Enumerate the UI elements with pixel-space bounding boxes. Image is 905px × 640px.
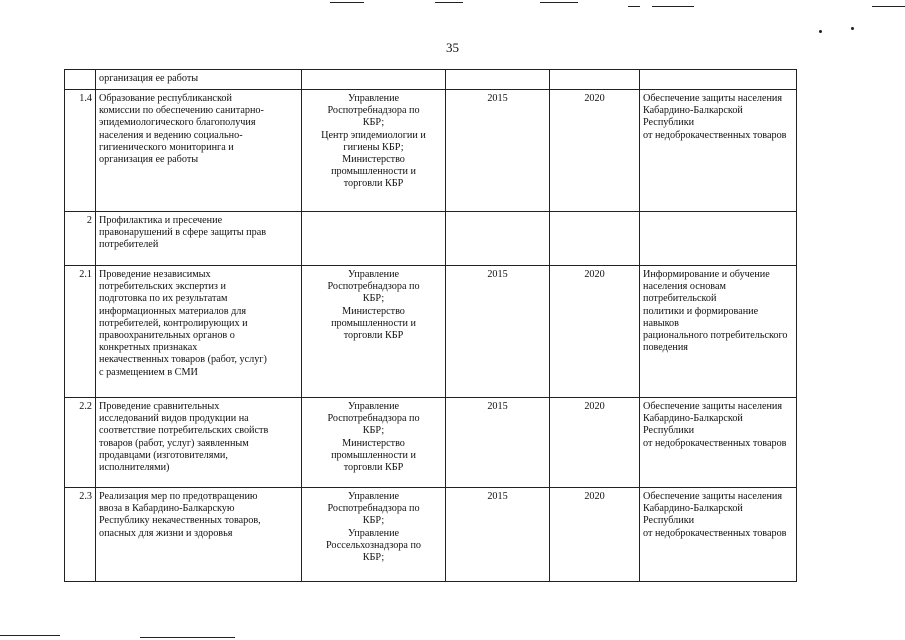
result-cell [640, 70, 797, 90]
end-year-cell: 2020 [550, 398, 640, 488]
start-year-cell: 2015 [446, 266, 550, 398]
end-year-cell: 2020 [550, 488, 640, 582]
row-number: 2.3 [65, 488, 96, 582]
scan-artifact-line [872, 6, 905, 7]
scan-artifact-line [330, 2, 364, 3]
event-cell: Образование республиканской комиссии по обеспечению санитарно- эпидемиологического благополучия населения и ведению социально- гигиенического мониторинга и организация ее работы [96, 90, 302, 212]
end-year-cell [550, 212, 640, 266]
table-row [65, 90, 797, 212]
start-year-cell [446, 212, 550, 266]
executor-cell [302, 70, 446, 90]
row-number: 2 [65, 212, 96, 266]
end-year-cell [550, 70, 640, 90]
executor-cell: Управление Роспотребнадзора по КБР; Министерство промышленности и торговли КБР [302, 398, 446, 488]
row-number: 2.1 [65, 266, 96, 398]
start-year-cell: 2015 [446, 90, 550, 212]
scan-artifact-line [435, 2, 463, 3]
scan-artifact-line [652, 6, 694, 7]
start-year-cell: 2015 [446, 398, 550, 488]
event-cell: Профилактика и пресечение правонарушений в сфере защиты прав потребителей [96, 212, 302, 266]
executor-cell: Управление Роспотребнадзора по КБР; Министерство промышленности и торговли КБР [302, 266, 446, 398]
result-cell: Обеспечение защиты населения Кабардино-Балкарской Республики от недоброкачественных товаров [640, 90, 797, 212]
end-year-cell: 2020 [550, 266, 640, 398]
scan-artifact-dot [819, 30, 822, 33]
executor-cell: Управление Роспотребнадзора по КБР; Центр эпидемиологии и гигиены КБР; Министерство промышленности и торговли КБР [302, 90, 446, 212]
scan-artifact-line [540, 2, 578, 3]
row-number [65, 70, 96, 90]
scan-artifact-dot [851, 27, 854, 30]
table-row [65, 70, 797, 90]
table-row [65, 266, 797, 398]
executor-cell: Управление Роспотребнадзора по КБР; Управление Россельхознадзора по КБР; [302, 488, 446, 582]
row-number: 1.4 [65, 90, 96, 212]
table-row [65, 212, 797, 266]
scan-artifact-line [140, 637, 235, 638]
event-cell: организация ее работы [96, 70, 302, 90]
event-cell: Проведение независимых потребительских экспертиз и подготовка по их результатам информационных материалов для потребителей, контролирующих и правоохранительных органов о конкретных признаках некачественных товаров (работ, услуг) с размещением в СМИ [96, 266, 302, 398]
table-row [65, 488, 797, 582]
end-year-cell: 2020 [550, 90, 640, 212]
result-cell: Обеспечение защиты населения Кабардино-Балкарской Республики от недоброкачественных товаров [640, 488, 797, 582]
table-row [65, 398, 797, 488]
scan-artifact-line [0, 635, 60, 636]
result-cell [640, 212, 797, 266]
start-year-cell: 2015 [446, 488, 550, 582]
event-cell: Реализация мер по предотвращению ввоза в Кабардино-Балкарскую Республику некачественных товаров, опасных для жизни и здоровья [96, 488, 302, 582]
row-number: 2.2 [65, 398, 96, 488]
program-table [64, 69, 797, 582]
page-number: 35 [446, 40, 459, 55]
result-cell: Информирование и обучение населения основам потребительской политики и формирование навыков рационального потребительского поведения [640, 266, 797, 398]
start-year-cell [446, 70, 550, 90]
executor-cell [302, 212, 446, 266]
result-cell: Обеспечение защиты населения Кабардино-Балкарской Республики от недоброкачественных товаров [640, 398, 797, 488]
event-cell: Проведение сравнительных исследований видов продукции на соответствие потребительских свойств товаров (работ, услуг) заявленным продавцами (изготовителями, исполнителями) [96, 398, 302, 488]
scan-artifact-line [628, 6, 640, 7]
